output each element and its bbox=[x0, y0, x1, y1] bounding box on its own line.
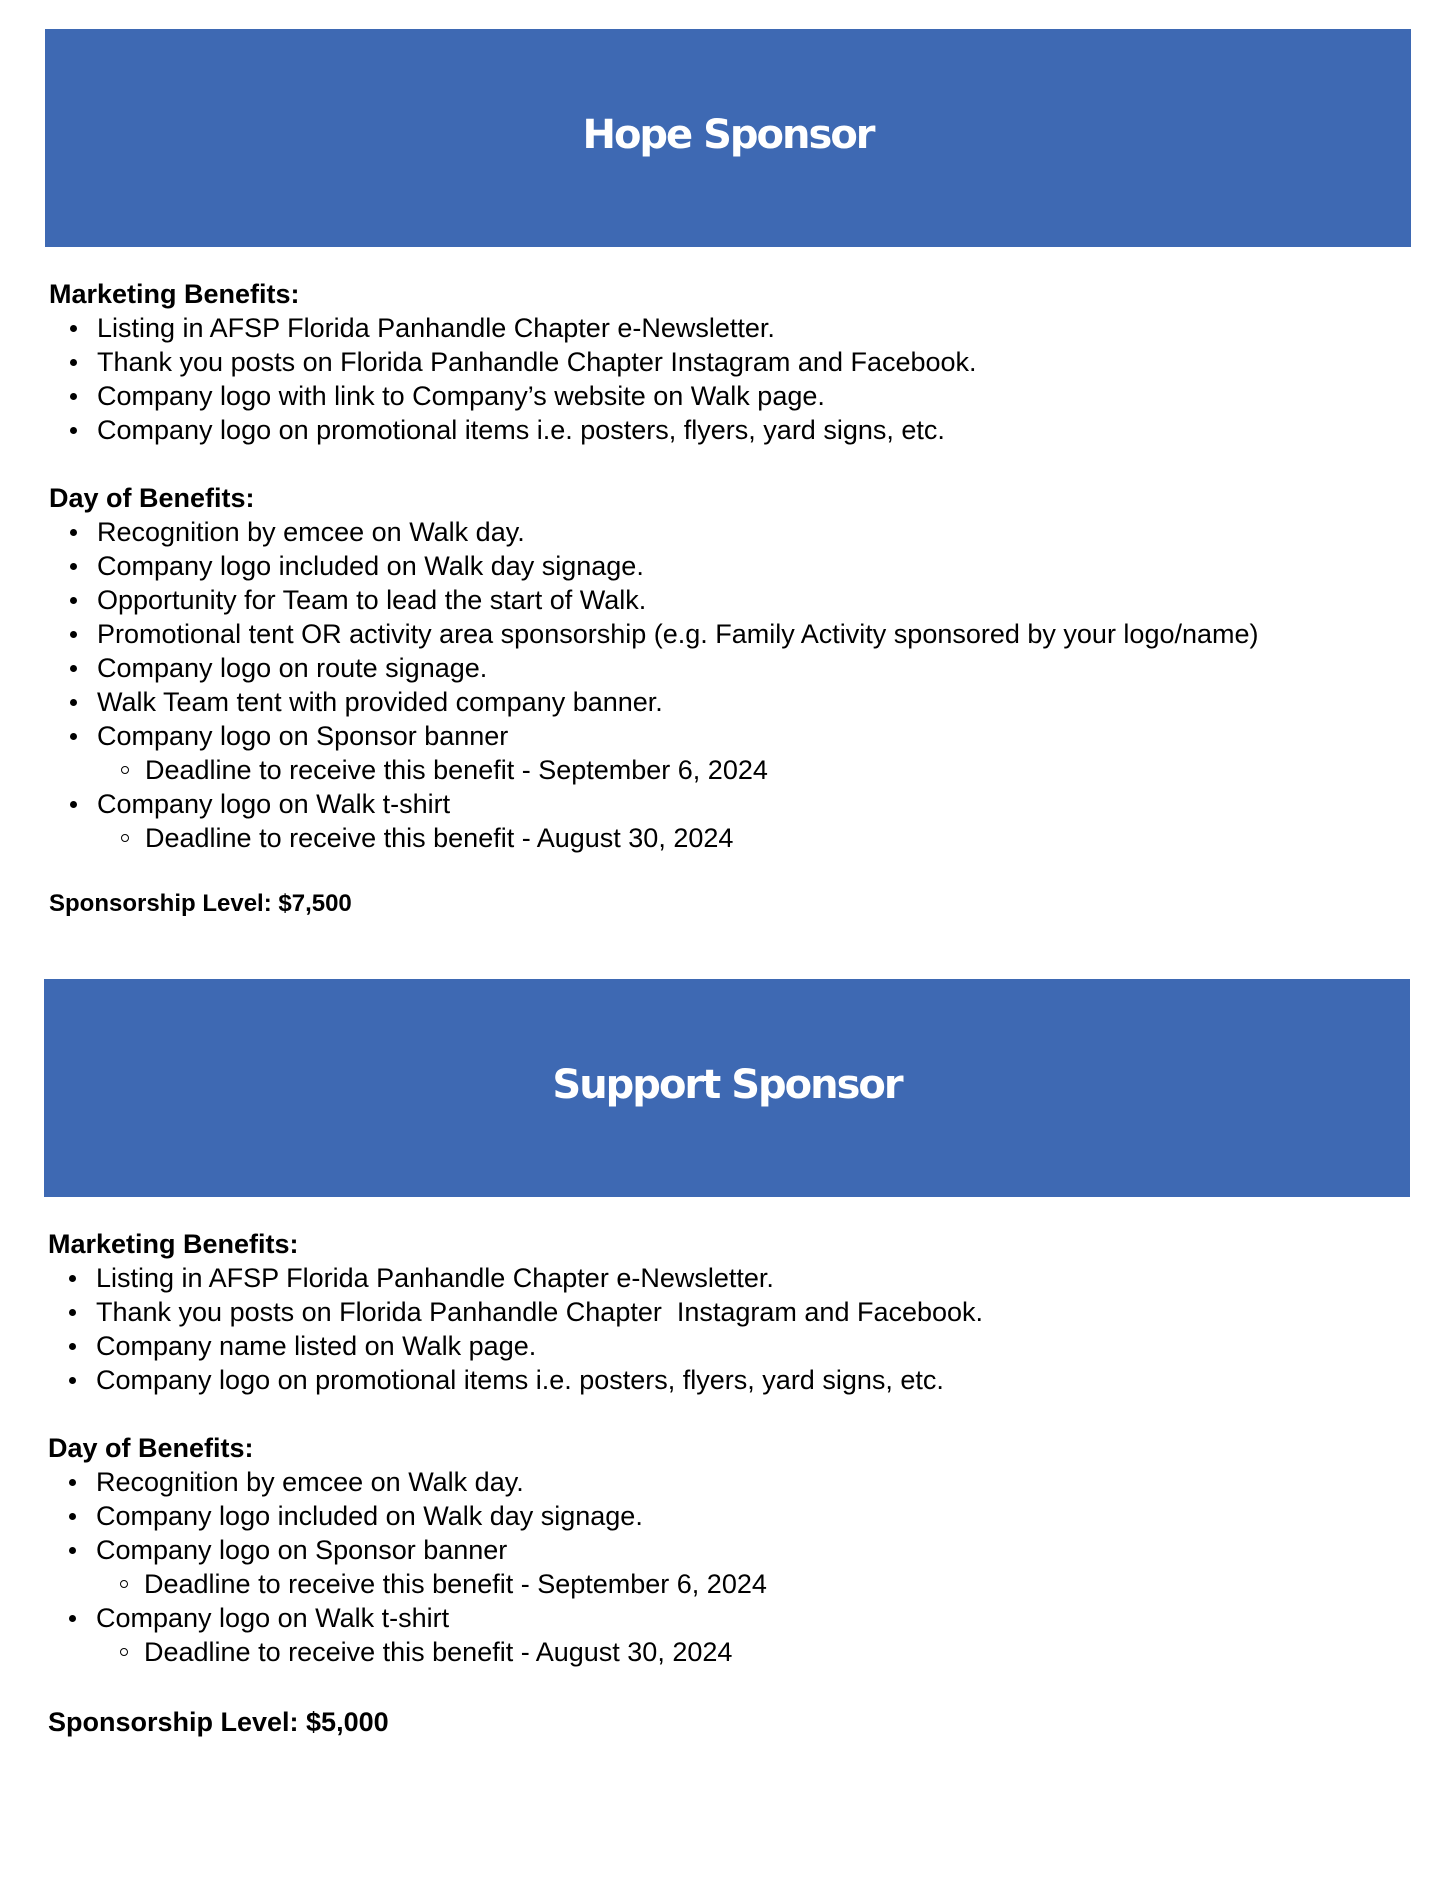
bullet-icon bbox=[69, 1547, 76, 1554]
list-item bbox=[96, 1601, 1410, 1669]
bullet-icon bbox=[70, 393, 77, 400]
list-item-text: Listing in AFSP Florida Panhandle Chapter e-Newsletter. bbox=[97, 313, 775, 343]
bullet-icon bbox=[69, 1479, 76, 1486]
bullet-icon bbox=[70, 325, 77, 332]
list-item bbox=[96, 1261, 1410, 1295]
list-item bbox=[97, 651, 1411, 685]
sub-list-item bbox=[145, 821, 1411, 855]
hollow-bullet-icon bbox=[121, 766, 129, 774]
hope-day-heading: Day of Benefits: bbox=[49, 483, 255, 513]
list-item bbox=[97, 345, 1411, 379]
bullet-icon bbox=[69, 1513, 76, 1520]
support-sponsor-banner bbox=[44, 979, 1410, 1197]
bullet-icon bbox=[70, 733, 77, 740]
list-item bbox=[97, 515, 1411, 549]
list-item bbox=[97, 413, 1411, 447]
list-item bbox=[97, 311, 1411, 345]
list-item-text: Company logo on Walk t-shirt bbox=[97, 789, 451, 819]
bullet-icon bbox=[70, 699, 77, 706]
list-item-text: Company logo on Sponsor banner bbox=[97, 721, 509, 751]
list-item-text: Thank you posts on Florida Panhandle Chapter Instagram and Facebook. bbox=[97, 347, 977, 377]
bullet-icon bbox=[69, 1615, 76, 1622]
list-item bbox=[96, 1499, 1410, 1533]
support-sponsorship-level: Sponsorship Level: $5,000 bbox=[48, 1707, 389, 1737]
support-sponsor-title: Support Sponsor bbox=[552, 1062, 902, 1108]
hollow-bullet-icon bbox=[120, 1580, 128, 1588]
list-item bbox=[96, 1329, 1410, 1363]
hope-sponsor-section bbox=[45, 29, 1411, 919]
list-item-text: Company logo on Walk t-shirt bbox=[96, 1603, 450, 1633]
list-item-text: Company logo on Sponsor banner bbox=[96, 1535, 508, 1565]
bullet-icon bbox=[70, 427, 77, 434]
deadline-text: Deadline to receive this benefit - September 6, 2024 bbox=[144, 1569, 767, 1599]
list-item bbox=[97, 685, 1411, 719]
list-item bbox=[96, 1295, 1410, 1329]
sub-list bbox=[96, 1635, 1410, 1669]
sub-list-item bbox=[144, 1567, 1410, 1601]
list-item-text: Thank you posts on Florida Panhandle Chapter Instagram and Facebook. bbox=[96, 1297, 984, 1327]
list-item-text: Listing in AFSP Florida Panhandle Chapter e-Newsletter. bbox=[96, 1263, 774, 1293]
bullet-icon bbox=[69, 1309, 76, 1316]
bullet-icon bbox=[69, 1275, 76, 1282]
sub-list bbox=[97, 821, 1411, 855]
sub-list bbox=[96, 1567, 1410, 1601]
support-sponsor-section bbox=[44, 979, 1410, 1739]
list-item bbox=[97, 617, 1411, 651]
bullet-icon bbox=[70, 563, 77, 570]
support-marketing-heading: Marketing Benefits: bbox=[48, 1229, 299, 1259]
bullet-icon bbox=[70, 529, 77, 536]
bullet-icon bbox=[70, 631, 77, 638]
bullet-icon bbox=[69, 1343, 76, 1350]
list-item bbox=[96, 1533, 1410, 1601]
list-item-text: Company logo included on Walk day signage. bbox=[97, 551, 644, 581]
list-item-text: Recognition by emcee on Walk day. bbox=[96, 1467, 524, 1497]
list-item bbox=[97, 583, 1411, 617]
support-marketing-list bbox=[44, 1261, 1410, 1397]
bullet-icon bbox=[70, 801, 77, 808]
hope-day-list bbox=[45, 515, 1411, 855]
list-item-text: Company logo on promotional items i.e. posters, flyers, yard signs, etc. bbox=[96, 1365, 944, 1395]
hollow-bullet-icon bbox=[120, 1648, 128, 1656]
list-item bbox=[97, 549, 1411, 583]
hope-sponsor-banner bbox=[45, 29, 1411, 247]
list-item bbox=[96, 1363, 1410, 1397]
list-item bbox=[97, 719, 1411, 787]
list-item-text: Company logo with link to Company’s website on Walk page. bbox=[97, 381, 825, 411]
hope-sponsorship-level: Sponsorship Level: $7,500 bbox=[49, 890, 352, 917]
sub-list-item bbox=[144, 1635, 1410, 1669]
list-item-text: Company name listed on Walk page. bbox=[96, 1331, 537, 1361]
list-item-text: Recognition by emcee on Walk day. bbox=[97, 517, 525, 547]
list-item-text: Walk Team tent with provided company banner. bbox=[97, 687, 663, 717]
sub-list bbox=[97, 753, 1411, 787]
hope-sponsor-title: Hope Sponsor bbox=[582, 112, 874, 158]
bullet-icon bbox=[70, 597, 77, 604]
list-item bbox=[97, 787, 1411, 855]
list-item-text: Promotional tent OR activity area sponsorship (e.g. Family Activity sponsored by your logo/name) bbox=[97, 619, 1259, 649]
list-item bbox=[97, 379, 1411, 413]
hollow-bullet-icon bbox=[121, 834, 129, 842]
support-day-heading: Day of Benefits: bbox=[48, 1433, 254, 1463]
hope-marketing-heading: Marketing Benefits: bbox=[49, 279, 300, 309]
bullet-icon bbox=[69, 1377, 76, 1384]
list-item-text: Company logo included on Walk day signage. bbox=[96, 1501, 643, 1531]
hope-marketing-list bbox=[45, 311, 1411, 447]
sub-list-item bbox=[145, 753, 1411, 787]
deadline-text: Deadline to receive this benefit - September 6, 2024 bbox=[145, 755, 768, 785]
bullet-icon bbox=[70, 665, 77, 672]
deadline-text: Deadline to receive this benefit - August 30, 2024 bbox=[144, 1637, 733, 1667]
list-item-text: Opportunity for Team to lead the start of Walk. bbox=[97, 585, 647, 615]
list-item-text: Company logo on promotional items i.e. posters, flyers, yard signs, etc. bbox=[97, 415, 945, 445]
deadline-text: Deadline to receive this benefit - August 30, 2024 bbox=[145, 823, 734, 853]
list-item-text: Company logo on route signage. bbox=[97, 653, 488, 683]
bullet-icon bbox=[70, 359, 77, 366]
list-item bbox=[96, 1465, 1410, 1499]
support-day-list bbox=[44, 1465, 1410, 1669]
